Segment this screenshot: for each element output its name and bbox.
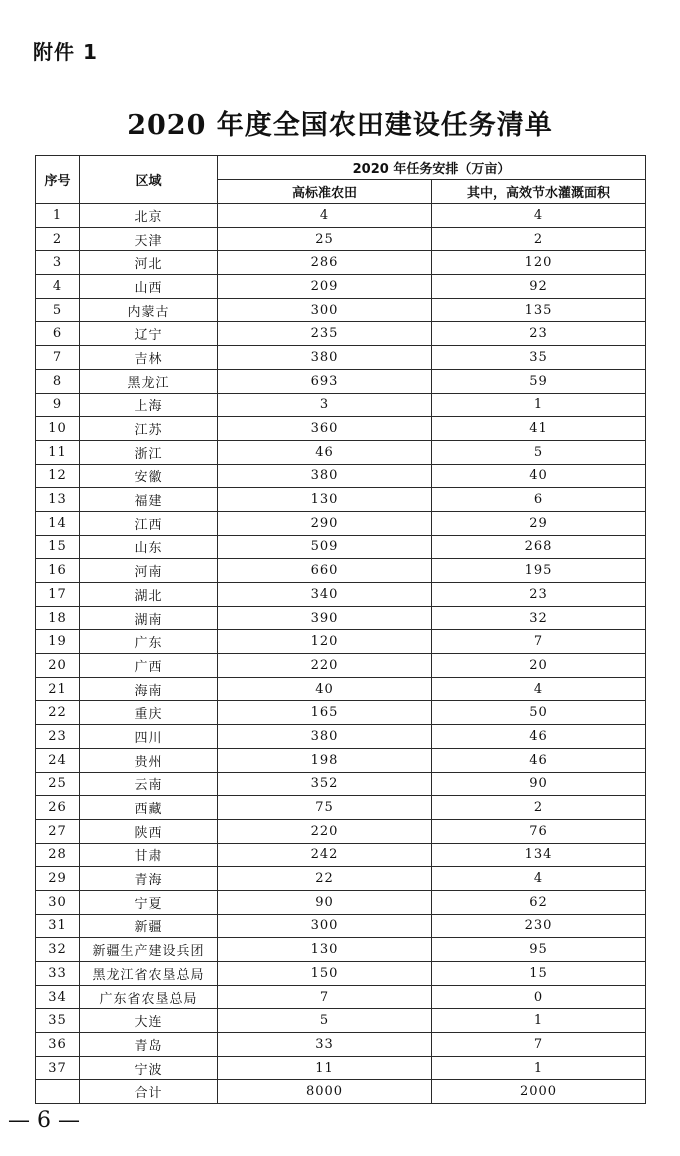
- cell-high-standard: 90: [218, 890, 432, 914]
- cell-region: 江西: [80, 511, 218, 535]
- cell-seq: [36, 1080, 80, 1104]
- cell-water-saving: 4: [432, 677, 646, 701]
- cell-seq: 37: [36, 1056, 80, 1080]
- cell-high-standard: 209: [218, 275, 432, 299]
- cell-high-standard: 3: [218, 393, 432, 417]
- table-row: [36, 227, 646, 251]
- table-row: [36, 511, 646, 535]
- table-row: [36, 488, 646, 512]
- table-row: [36, 440, 646, 464]
- cell-region: 海南: [80, 677, 218, 701]
- cell-region: 贵州: [80, 748, 218, 772]
- cell-seq: 1: [36, 204, 80, 228]
- cell-water-saving: 7: [432, 1033, 646, 1057]
- table-row: [36, 346, 646, 370]
- table-body: [36, 204, 646, 1104]
- cell-seq: 25: [36, 772, 80, 796]
- cell-high-standard: 165: [218, 701, 432, 725]
- cell-seq: 2: [36, 227, 80, 251]
- cell-seq: 20: [36, 654, 80, 678]
- cell-region: 福建: [80, 488, 218, 512]
- cell-region: 山东: [80, 535, 218, 559]
- cell-high-standard: 4: [218, 204, 432, 228]
- cell-seq: 15: [36, 535, 80, 559]
- cell-region: 天津: [80, 227, 218, 251]
- cell-seq: 5: [36, 298, 80, 322]
- cell-seq: 3: [36, 251, 80, 275]
- table-row: [36, 393, 646, 417]
- table-row: [36, 962, 646, 986]
- cell-water-saving: 50: [432, 701, 646, 725]
- cell-water-saving: 40: [432, 464, 646, 488]
- cell-seq: 26: [36, 796, 80, 820]
- cell-region: 云南: [80, 772, 218, 796]
- cell-water-saving: 35: [432, 346, 646, 370]
- cell-high-standard: 380: [218, 725, 432, 749]
- task-table: [35, 155, 646, 1104]
- cell-region: 大连: [80, 1009, 218, 1033]
- cell-seq: 13: [36, 488, 80, 512]
- table-row: [36, 748, 646, 772]
- cell-high-standard: 7: [218, 985, 432, 1009]
- cell-region: 宁波: [80, 1056, 218, 1080]
- cell-seq: 10: [36, 417, 80, 441]
- cell-high-standard: 390: [218, 606, 432, 630]
- cell-region: 山西: [80, 275, 218, 299]
- cell-seq: 9: [36, 393, 80, 417]
- header-seq: 序号: [36, 156, 80, 204]
- cell-high-standard: 693: [218, 369, 432, 393]
- cell-water-saving: 92: [432, 275, 646, 299]
- header-region: 区域: [80, 156, 218, 204]
- cell-seq: 21: [36, 677, 80, 701]
- cell-water-saving: 62: [432, 890, 646, 914]
- cell-water-saving: 1: [432, 1056, 646, 1080]
- cell-seq: 22: [36, 701, 80, 725]
- cell-high-standard: 22: [218, 867, 432, 891]
- cell-region: 重庆: [80, 701, 218, 725]
- cell-high-standard: 33: [218, 1033, 432, 1057]
- cell-region: 四川: [80, 725, 218, 749]
- cell-water-saving: 195: [432, 559, 646, 583]
- cell-seq: 35: [36, 1009, 80, 1033]
- cell-seq: 24: [36, 748, 80, 772]
- cell-water-saving: 46: [432, 748, 646, 772]
- cell-seq: 33: [36, 962, 80, 986]
- cell-water-saving: 2: [432, 796, 646, 820]
- cell-region: 河南: [80, 559, 218, 583]
- cell-high-standard: 660: [218, 559, 432, 583]
- cell-high-standard: 360: [218, 417, 432, 441]
- cell-seq: 7: [36, 346, 80, 370]
- cell-high-standard: 235: [218, 322, 432, 346]
- page-number: — 6 —: [8, 1108, 80, 1133]
- table-row: [36, 204, 646, 228]
- cell-seq: 29: [36, 867, 80, 891]
- cell-region: 上海: [80, 393, 218, 417]
- cell-seq: 23: [36, 725, 80, 749]
- cell-high-standard: 25: [218, 227, 432, 251]
- table-row: [36, 298, 646, 322]
- table-row: [36, 890, 646, 914]
- cell-seq: 27: [36, 819, 80, 843]
- cell-high-standard: 150: [218, 962, 432, 986]
- table-row: [36, 914, 646, 938]
- table-row: [36, 369, 646, 393]
- cell-region: 黑龙江省农垦总局: [80, 962, 218, 986]
- table-row: [36, 251, 646, 275]
- cell-water-saving: 5: [432, 440, 646, 464]
- cell-water-saving: 29: [432, 511, 646, 535]
- cell-water-saving: 134: [432, 843, 646, 867]
- cell-region: 黑龙江: [80, 369, 218, 393]
- cell-seq: 32: [36, 938, 80, 962]
- cell-high-standard: 198: [218, 748, 432, 772]
- table-row: [36, 583, 646, 607]
- cell-high-standard: 352: [218, 772, 432, 796]
- table-row: [36, 630, 646, 654]
- cell-region: 辽宁: [80, 322, 218, 346]
- cell-water-saving: 23: [432, 583, 646, 607]
- cell-water-saving: 76: [432, 819, 646, 843]
- cell-region: 西藏: [80, 796, 218, 820]
- cell-region: 宁夏: [80, 890, 218, 914]
- table-row: [36, 275, 646, 299]
- cell-region: 河北: [80, 251, 218, 275]
- cell-high-standard: 8000: [218, 1080, 432, 1104]
- cell-region: 新疆: [80, 914, 218, 938]
- cell-high-standard: 75: [218, 796, 432, 820]
- cell-region: 陕西: [80, 819, 218, 843]
- cell-water-saving: 120: [432, 251, 646, 275]
- table-row: [36, 535, 646, 559]
- cell-water-saving: 7: [432, 630, 646, 654]
- cell-water-saving: 4: [432, 867, 646, 891]
- cell-high-standard: 220: [218, 654, 432, 678]
- table-row: [36, 1033, 646, 1057]
- cell-region: 吉林: [80, 346, 218, 370]
- table-row: [36, 843, 646, 867]
- cell-seq: 16: [36, 559, 80, 583]
- attachment-label: 附件 1: [33, 40, 98, 64]
- cell-region: 安徽: [80, 464, 218, 488]
- table-row: [36, 559, 646, 583]
- cell-region: 合计: [80, 1080, 218, 1104]
- document-title: 2020 年度全国农田建设任务清单: [127, 110, 553, 141]
- cell-region: 青岛: [80, 1033, 218, 1057]
- cell-seq: 30: [36, 890, 80, 914]
- cell-water-saving: 23: [432, 322, 646, 346]
- cell-high-standard: 290: [218, 511, 432, 535]
- cell-high-standard: 340: [218, 583, 432, 607]
- total-row: [36, 1080, 646, 1104]
- cell-water-saving: 0: [432, 985, 646, 1009]
- cell-water-saving: 1: [432, 393, 646, 417]
- table-header: [36, 156, 646, 204]
- table-row: [36, 725, 646, 749]
- cell-region: 浙江: [80, 440, 218, 464]
- table-row: [36, 772, 646, 796]
- cell-seq: 18: [36, 606, 80, 630]
- table-row: [36, 867, 646, 891]
- cell-seq: 17: [36, 583, 80, 607]
- cell-high-standard: 130: [218, 488, 432, 512]
- cell-seq: 6: [36, 322, 80, 346]
- cell-water-saving: 15: [432, 962, 646, 986]
- cell-region: 内蒙古: [80, 298, 218, 322]
- cell-region: 江苏: [80, 417, 218, 441]
- cell-water-saving: 95: [432, 938, 646, 962]
- cell-water-saving: 230: [432, 914, 646, 938]
- table-row: [36, 985, 646, 1009]
- cell-region: 广东: [80, 630, 218, 654]
- cell-seq: 19: [36, 630, 80, 654]
- cell-high-standard: 5: [218, 1009, 432, 1033]
- table-row: [36, 322, 646, 346]
- table-row: [36, 1009, 646, 1033]
- cell-seq: 4: [36, 275, 80, 299]
- cell-region: 甘肃: [80, 843, 218, 867]
- cell-water-saving: 6: [432, 488, 646, 512]
- cell-water-saving: 268: [432, 535, 646, 559]
- header-water-saving: 其中，高效节水灌溉面积: [432, 180, 646, 204]
- cell-water-saving: 41: [432, 417, 646, 441]
- table-row: [36, 819, 646, 843]
- table-row: [36, 464, 646, 488]
- cell-high-standard: 300: [218, 298, 432, 322]
- cell-high-standard: 120: [218, 630, 432, 654]
- cell-seq: 31: [36, 914, 80, 938]
- table-row: [36, 701, 646, 725]
- cell-high-standard: 46: [218, 440, 432, 464]
- cell-seq: 36: [36, 1033, 80, 1057]
- cell-high-standard: 130: [218, 938, 432, 962]
- header-task-group: 2020 年任务安排（万亩）: [218, 156, 646, 180]
- cell-water-saving: 2000: [432, 1080, 646, 1104]
- cell-high-standard: 380: [218, 464, 432, 488]
- cell-region: 广东省农垦总局: [80, 985, 218, 1009]
- cell-high-standard: 509: [218, 535, 432, 559]
- header-high-standard: 高标准农田: [218, 180, 432, 204]
- cell-seq: 14: [36, 511, 80, 535]
- cell-high-standard: 380: [218, 346, 432, 370]
- cell-water-saving: 4: [432, 204, 646, 228]
- table-row: [36, 654, 646, 678]
- cell-region: 青海: [80, 867, 218, 891]
- table-row: [36, 677, 646, 701]
- cell-region: 湖南: [80, 606, 218, 630]
- cell-region: 北京: [80, 204, 218, 228]
- cell-water-saving: 2: [432, 227, 646, 251]
- cell-water-saving: 1: [432, 1009, 646, 1033]
- cell-water-saving: 32: [432, 606, 646, 630]
- table-row: [36, 606, 646, 630]
- cell-region: 湖北: [80, 583, 218, 607]
- cell-high-standard: 242: [218, 843, 432, 867]
- cell-water-saving: 135: [432, 298, 646, 322]
- cell-region: 新疆生产建设兵团: [80, 938, 218, 962]
- cell-water-saving: 59: [432, 369, 646, 393]
- cell-high-standard: 40: [218, 677, 432, 701]
- table-row: [36, 1056, 646, 1080]
- cell-seq: 34: [36, 985, 80, 1009]
- table-row: [36, 938, 646, 962]
- cell-high-standard: 286: [218, 251, 432, 275]
- cell-region: 广西: [80, 654, 218, 678]
- cell-high-standard: 300: [218, 914, 432, 938]
- cell-seq: 28: [36, 843, 80, 867]
- cell-high-standard: 220: [218, 819, 432, 843]
- cell-water-saving: 90: [432, 772, 646, 796]
- table-row: [36, 417, 646, 441]
- cell-high-standard: 11: [218, 1056, 432, 1080]
- cell-seq: 11: [36, 440, 80, 464]
- cell-water-saving: 20: [432, 654, 646, 678]
- cell-seq: 12: [36, 464, 80, 488]
- cell-seq: 8: [36, 369, 80, 393]
- cell-water-saving: 46: [432, 725, 646, 749]
- table-row: [36, 796, 646, 820]
